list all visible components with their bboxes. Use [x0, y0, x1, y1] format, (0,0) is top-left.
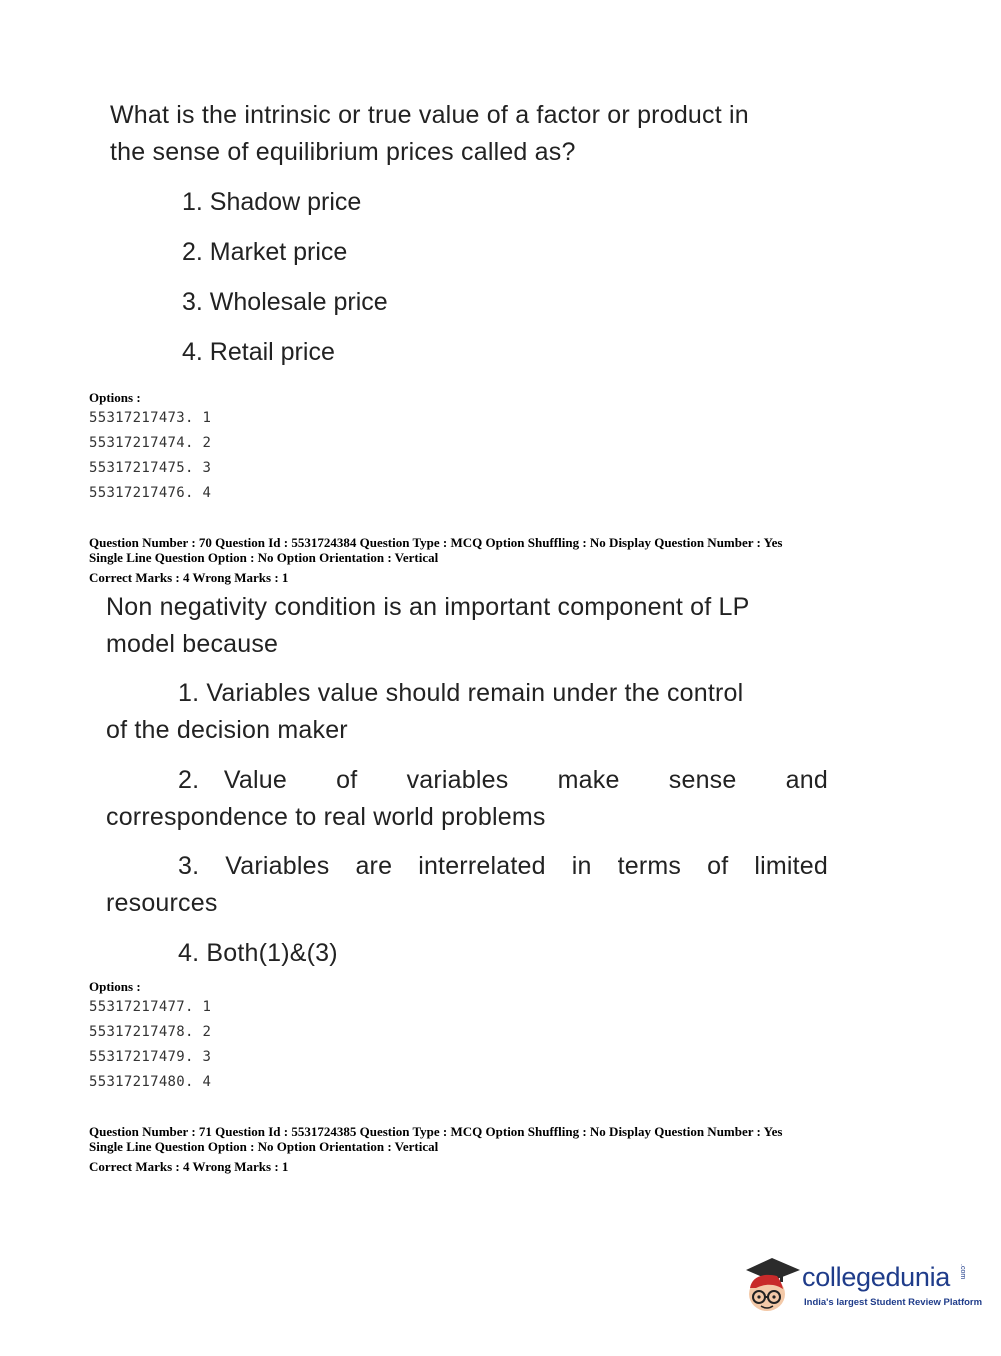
- question-71-meta: [89, 1124, 782, 1174]
- question-70-choice-2: [106, 762, 828, 836]
- logo-dotcom: .com: [959, 1264, 966, 1280]
- question-71-meta-line-1: Question Number : 71 Question Id : 5531724385 Question Type : MCQ Option Shuffling : No Display Question Number : Yes: [89, 1124, 783, 1139]
- option-code: 55317217475. 3: [89, 460, 212, 476]
- option-code: 55317217476. 4: [89, 485, 212, 501]
- option-code: 55317217474. 2: [89, 435, 212, 451]
- question-69-options-label: Options :: [89, 390, 141, 405]
- question-70-choice-3-line-b: resources: [106, 889, 218, 917]
- question-69-choice-1: 1. Shadow price: [182, 188, 362, 216]
- logo-tagline: India's largest Student Review Platform: [804, 1297, 983, 1308]
- question-70-options-label: Options :: [89, 979, 141, 994]
- mascot-icon: [742, 1254, 804, 1316]
- collegedunia-logo: [742, 1250, 983, 1320]
- question-71-meta-line-3: Correct Marks : 4 Wrong Marks : 1: [89, 1159, 289, 1174]
- question-70-choice-2-line-a: 2. Value of variables make sense and: [178, 766, 828, 794]
- question-70-choice-1-line-a: 1. Variables value should remain under the control: [178, 679, 744, 707]
- option-code: 55317217478. 2: [89, 1024, 212, 1040]
- option-code: 55317217477. 1: [89, 999, 212, 1015]
- question-70-option-codes: [89, 995, 211, 1095]
- question-69-choice-3: 3. Wholesale price: [182, 288, 388, 316]
- question-70-choice-2-line-b: correspondence to real world problems: [106, 803, 546, 831]
- question-70-choice-3: [106, 848, 828, 922]
- question-69-text: [110, 97, 850, 171]
- question-70-choice-1: [106, 675, 828, 749]
- question-70-choice-3-line-a: 3. Variables are interrelated in terms of limited: [178, 852, 828, 880]
- question-70-meta: [89, 535, 782, 585]
- question-70-meta-line-2: Single Line Question Option : No Option Orientation : Vertical: [89, 550, 439, 565]
- question-70-meta-line-3: Correct Marks : 4 Wrong Marks : 1: [89, 570, 289, 585]
- option-code: 55317217480. 4: [89, 1074, 212, 1090]
- question-70-meta-line-1: Question Number : 70 Question Id : 5531724384 Question Type : MCQ Option Shuffling : No Display Question Number : Yes: [89, 535, 783, 550]
- question-69-option-codes: [89, 406, 211, 506]
- question-70-line-1: Non negativity condition is an important component of LP: [106, 593, 750, 621]
- option-code: 55317217473. 1: [89, 410, 212, 426]
- question-70-choice-4: 4. Both(1)&(3): [178, 939, 338, 967]
- question-70-text: [106, 589, 846, 663]
- option-code: 55317217479. 3: [89, 1049, 212, 1065]
- question-70-choice-1-line-b: of the decision maker: [106, 716, 348, 744]
- question-69-choice-2: 2. Market price: [182, 238, 348, 266]
- question-71-meta-line-2: Single Line Question Option : No Option Orientation : Vertical: [89, 1139, 439, 1154]
- question-70-line-2: model because: [106, 630, 279, 658]
- question-69-line-2: the sense of equilibrium prices called as?: [110, 138, 576, 166]
- question-69-line-1: What is the intrinsic or true value of a factor or product in: [110, 101, 749, 129]
- logo-wordmark: collegedunia: [802, 1262, 951, 1292]
- question-69-choice-4: 4. Retail price: [182, 338, 335, 366]
